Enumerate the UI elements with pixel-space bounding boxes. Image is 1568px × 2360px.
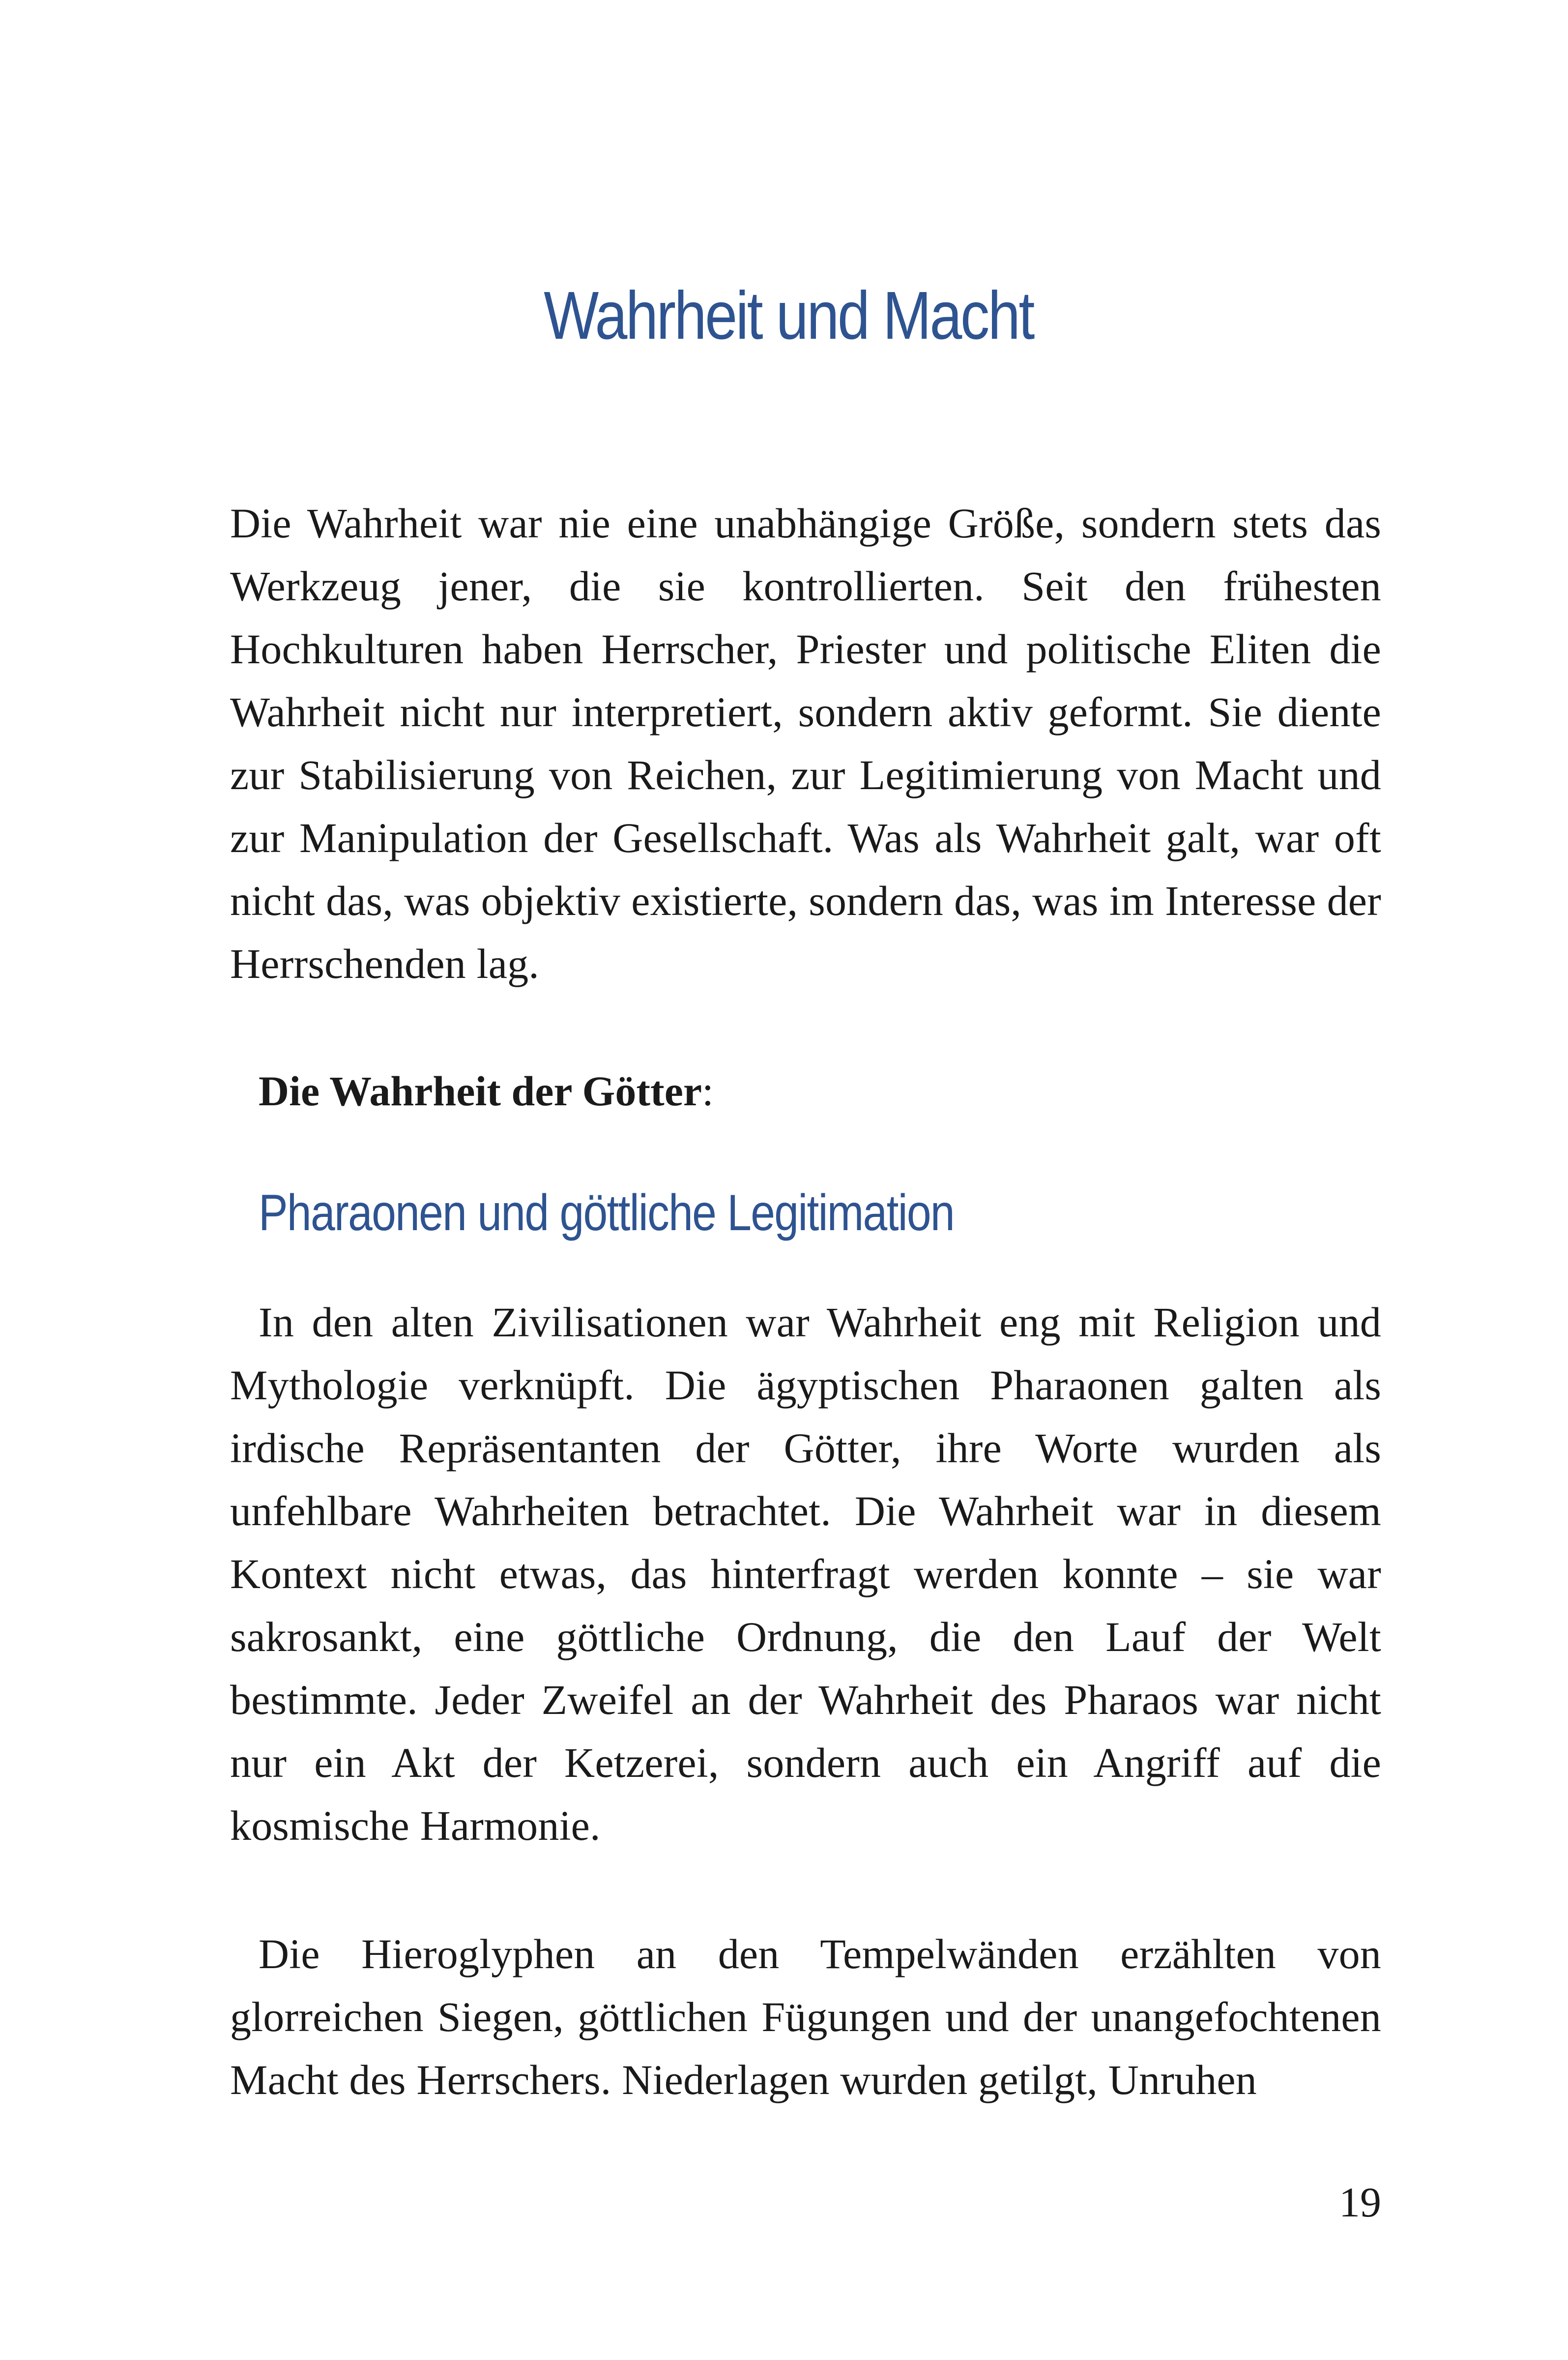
- pharaonen-paragraph: In den alten Zivilisationen war Wahrheit eng mit Religion und Mythologie verknüpft. Die ägyptischen Pharaonen galten als irdische Repräsentanten der Götter, ihre Worte wurden als unfehlbare Wahrheiten betrachtet. Die Wahrheit war in diesem Kontext nicht etwas, das hinterfragt werden konnte – sie war sakrosankt, eine göttliche Ordnung, die den Lauf der Welt bestimmte. Jeder Zweifel an der Wahrheit des Pharaos war nicht nur ein Akt der Ketzerei, sondern auch ein Angriff auf die kosmische Harmonie.: [230, 1298, 1381, 1849]
- chapter-title: Wahrheit und Macht: [544, 278, 1033, 354]
- section-label-colon: :: [702, 1067, 714, 1115]
- section-subheading: Pharaonen und göttliche Legitimation: [259, 1184, 954, 1241]
- intro-paragraph: Die Wahrheit war nie eine unabhängige Größe, sondern stets das Werkzeug jener, die sie kontrollierten. Seit den frühesten Hochkulturen haben Herrscher, Priester und politische Eliten die Wahrheit nicht nur interpretiert, sondern aktiv geformt. Sie diente zur Stabilisierung von Reichen, zur Legitimierung von Macht und zur Manipulation der Gesellschaft. Was als Wahrheit galt, war oft nicht das, was objektiv existierte, sondern das, was im Interesse der Herrschenden lag.: [230, 500, 1381, 987]
- section-label: [259, 1060, 714, 1122]
- hieroglyphen-paragraph: Die Hieroglyphen an den Tempelwänden erzählten von glorreichen Siegen, göttlichen Fügungen und der unangefochtenen Macht des Herrschers. Niederlagen wurden getilgt, Unruhen: [230, 1930, 1381, 2103]
- section-label-text: Die Wahrheit der Götter: [259, 1067, 702, 1115]
- page-number: 19: [1339, 2179, 1381, 2226]
